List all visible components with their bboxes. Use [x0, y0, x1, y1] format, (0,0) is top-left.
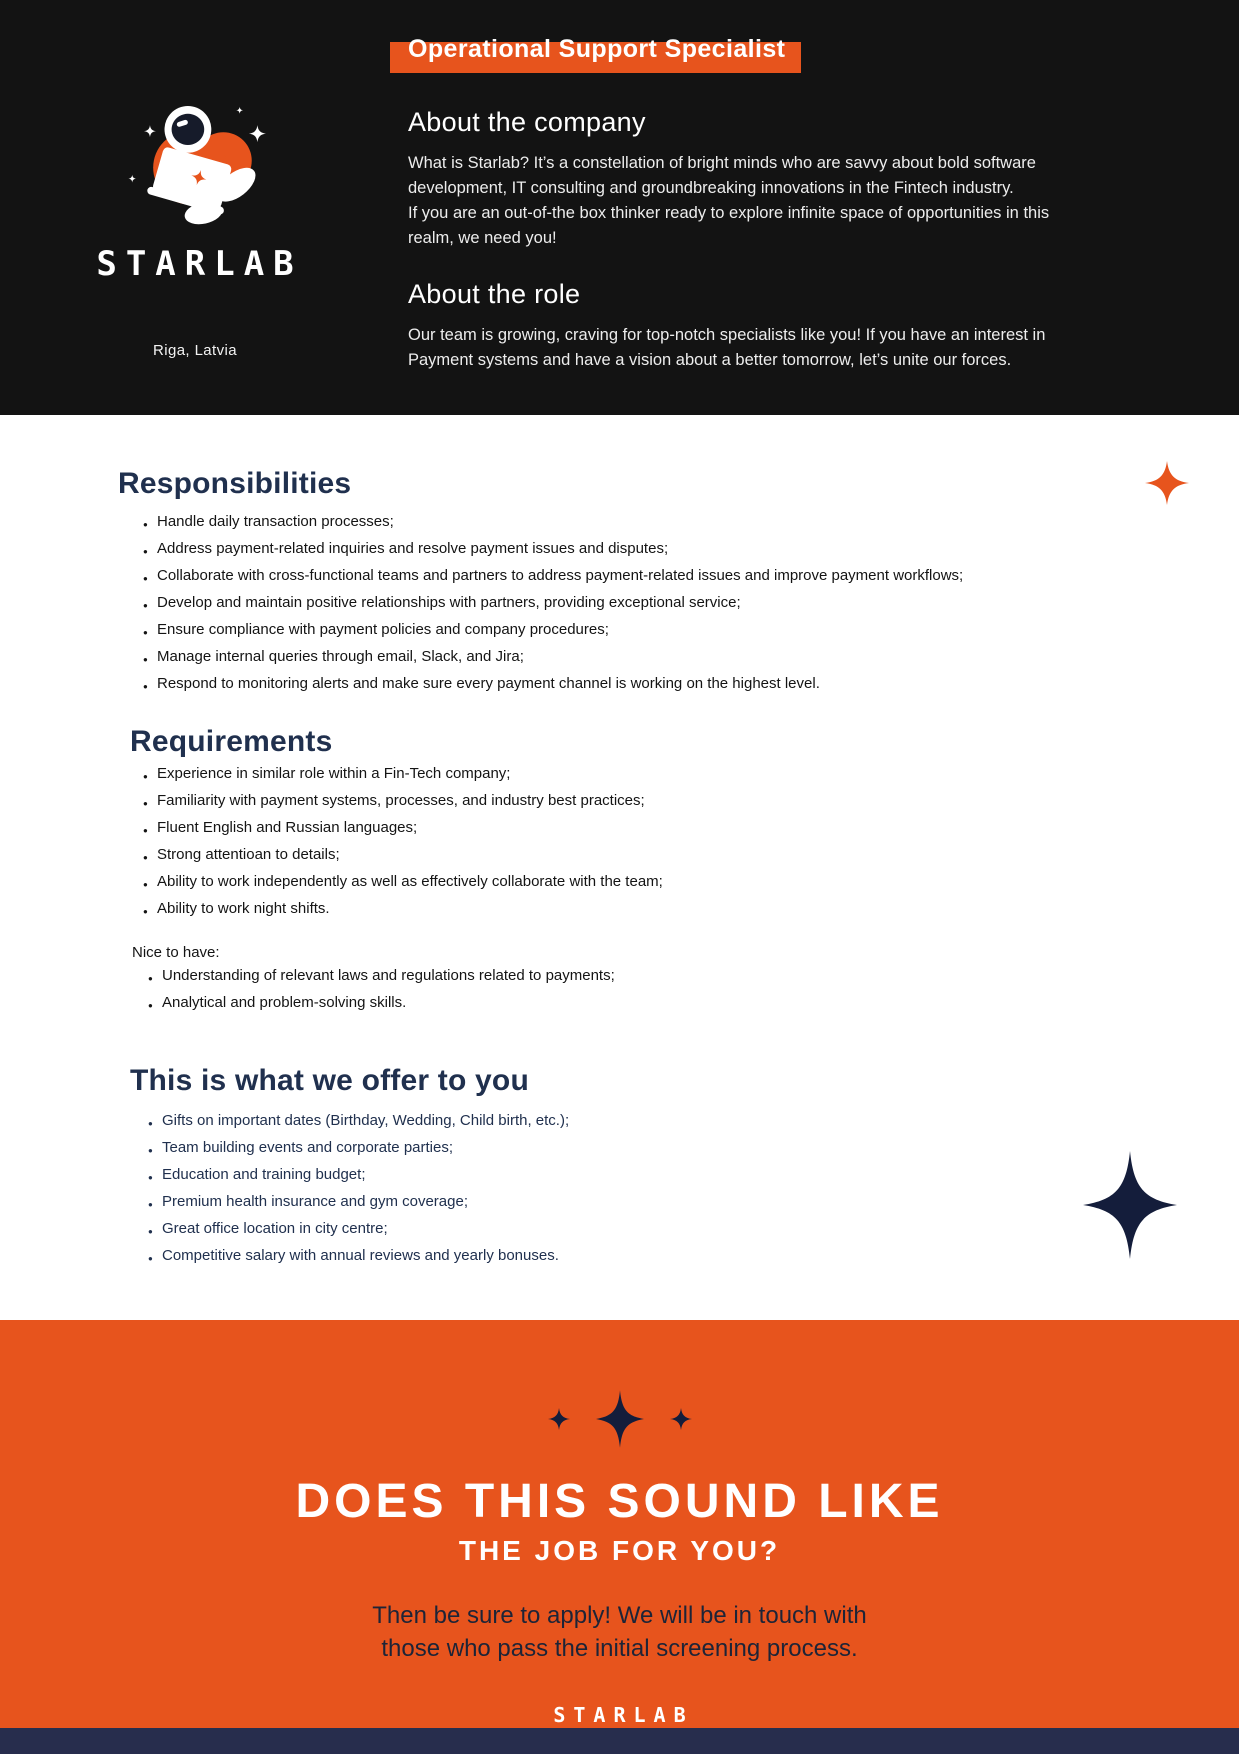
cta-apply-text: Then be sure to apply! We will be in touch with those who pass the initial screening process. [372, 1602, 867, 1662]
list-item: ● Develop and maintain positive relationships with partners, providing exceptional service; [143, 594, 1239, 612]
center-star-icon [596, 1390, 644, 1448]
list-item: ● Premium health insurance and gym coverage; [148, 1193, 1239, 1211]
list-item: ● Collaborate with cross-functional teams and partners to address payment-related issues and improve payment workflows; [143, 567, 1239, 585]
requirements-heading: Requirements [130, 725, 333, 758]
list-item: ● Analytical and problem-solving skills. [148, 994, 1239, 1012]
list-item: ● Experience in similar role within a Fin-Tech company; [143, 765, 1239, 783]
job-title: Operational Support Specialist [408, 35, 786, 63]
offer-list [148, 1112, 1239, 1265]
small-sparkle-icon [548, 1408, 570, 1430]
cta-headline-line1: DOES THIS SOUND LIKE [295, 1475, 944, 1528]
list-item: ● Respond to monitoring alerts and make sure every payment channel is working on the highest level. [143, 675, 1239, 693]
footer-brand-wordmark: STARLAB [553, 1703, 694, 1727]
header-text-column [390, 0, 1239, 415]
list-item: ● Education and training budget; [148, 1166, 1239, 1184]
list-item: ● Team building events and corporate parties; [148, 1139, 1239, 1157]
astronaut-logo-icon [117, 86, 273, 238]
requirements-list [143, 765, 1239, 918]
small-sparkle-icon [670, 1408, 692, 1430]
list-item: ● Strong attentioan to details; [143, 846, 1239, 864]
list-item: ● Manage internal queries through email, Slack, and Jira; [143, 648, 1239, 666]
cta-section [0, 1320, 1239, 1754]
about-company-heading: About the company [408, 107, 646, 137]
about-company-text: What is Starlab? It’s a constellation of bright minds who are savvy about bold software development, IT consulting and groundbreaking innovations in the Fintech industry. If you are an out-of-the box thinker ready to explore infinite space of opportunities in this realm, we need you! [408, 154, 1050, 247]
list-item: ● Address payment-related inquiries and resolve payment issues and disputes; [143, 540, 1239, 558]
responsibilities-list [143, 513, 1239, 693]
list-item: ● Gifts on important dates (Birthday, Wedding, Child birth, etc.); [148, 1112, 1239, 1130]
brand-block [0, 0, 390, 415]
about-role-heading: About the role [408, 279, 581, 309]
job-title-badge [390, 35, 801, 73]
list-item: ● Fluent English and Russian languages; [143, 819, 1239, 837]
list-item: ● Handle daily transaction processes; [143, 513, 1239, 531]
responsibilities-heading: Responsibilities [118, 467, 352, 500]
location-label: Riga, Latvia [152, 342, 237, 359]
list-item: ● Competitive salary with annual reviews and yearly bonuses. [148, 1247, 1239, 1265]
job-details-section [0, 415, 1239, 1320]
list-item: ● Ability to work night shifts. [143, 900, 1239, 918]
offer-heading: This is what we offer to you [130, 1064, 529, 1097]
header-section [0, 0, 1239, 415]
bottom-navy-strip [0, 1728, 1239, 1754]
list-item: ● Familiarity with payment systems, processes, and industry best practices; [143, 792, 1239, 810]
orange-sparkle-icon [1145, 461, 1189, 505]
list-item: ● Ensure compliance with payment policies and company procedures; [143, 621, 1239, 639]
cta-stars [0, 1320, 1239, 1448]
list-item: ● Great office location in city centre; [148, 1220, 1239, 1238]
cta-headline-line2: THE JOB FOR YOU? [458, 1535, 781, 1566]
about-role-text: Our team is growing, craving for top-notch specialists like you! If you have an interest in Payment systems and have a vision about a better tomorrow, let’s unite our forces. [408, 326, 1046, 369]
nice-to-have-list [148, 967, 1239, 1012]
nice-to-have-label: Nice to have: [132, 944, 220, 961]
list-item: ● Ability to work independently as well as effectively collaborate with the team; [143, 873, 1239, 891]
brand-wordmark: STARLAB [96, 244, 303, 284]
list-item: ● Understanding of relevant laws and regulations related to payments; [148, 967, 1239, 985]
